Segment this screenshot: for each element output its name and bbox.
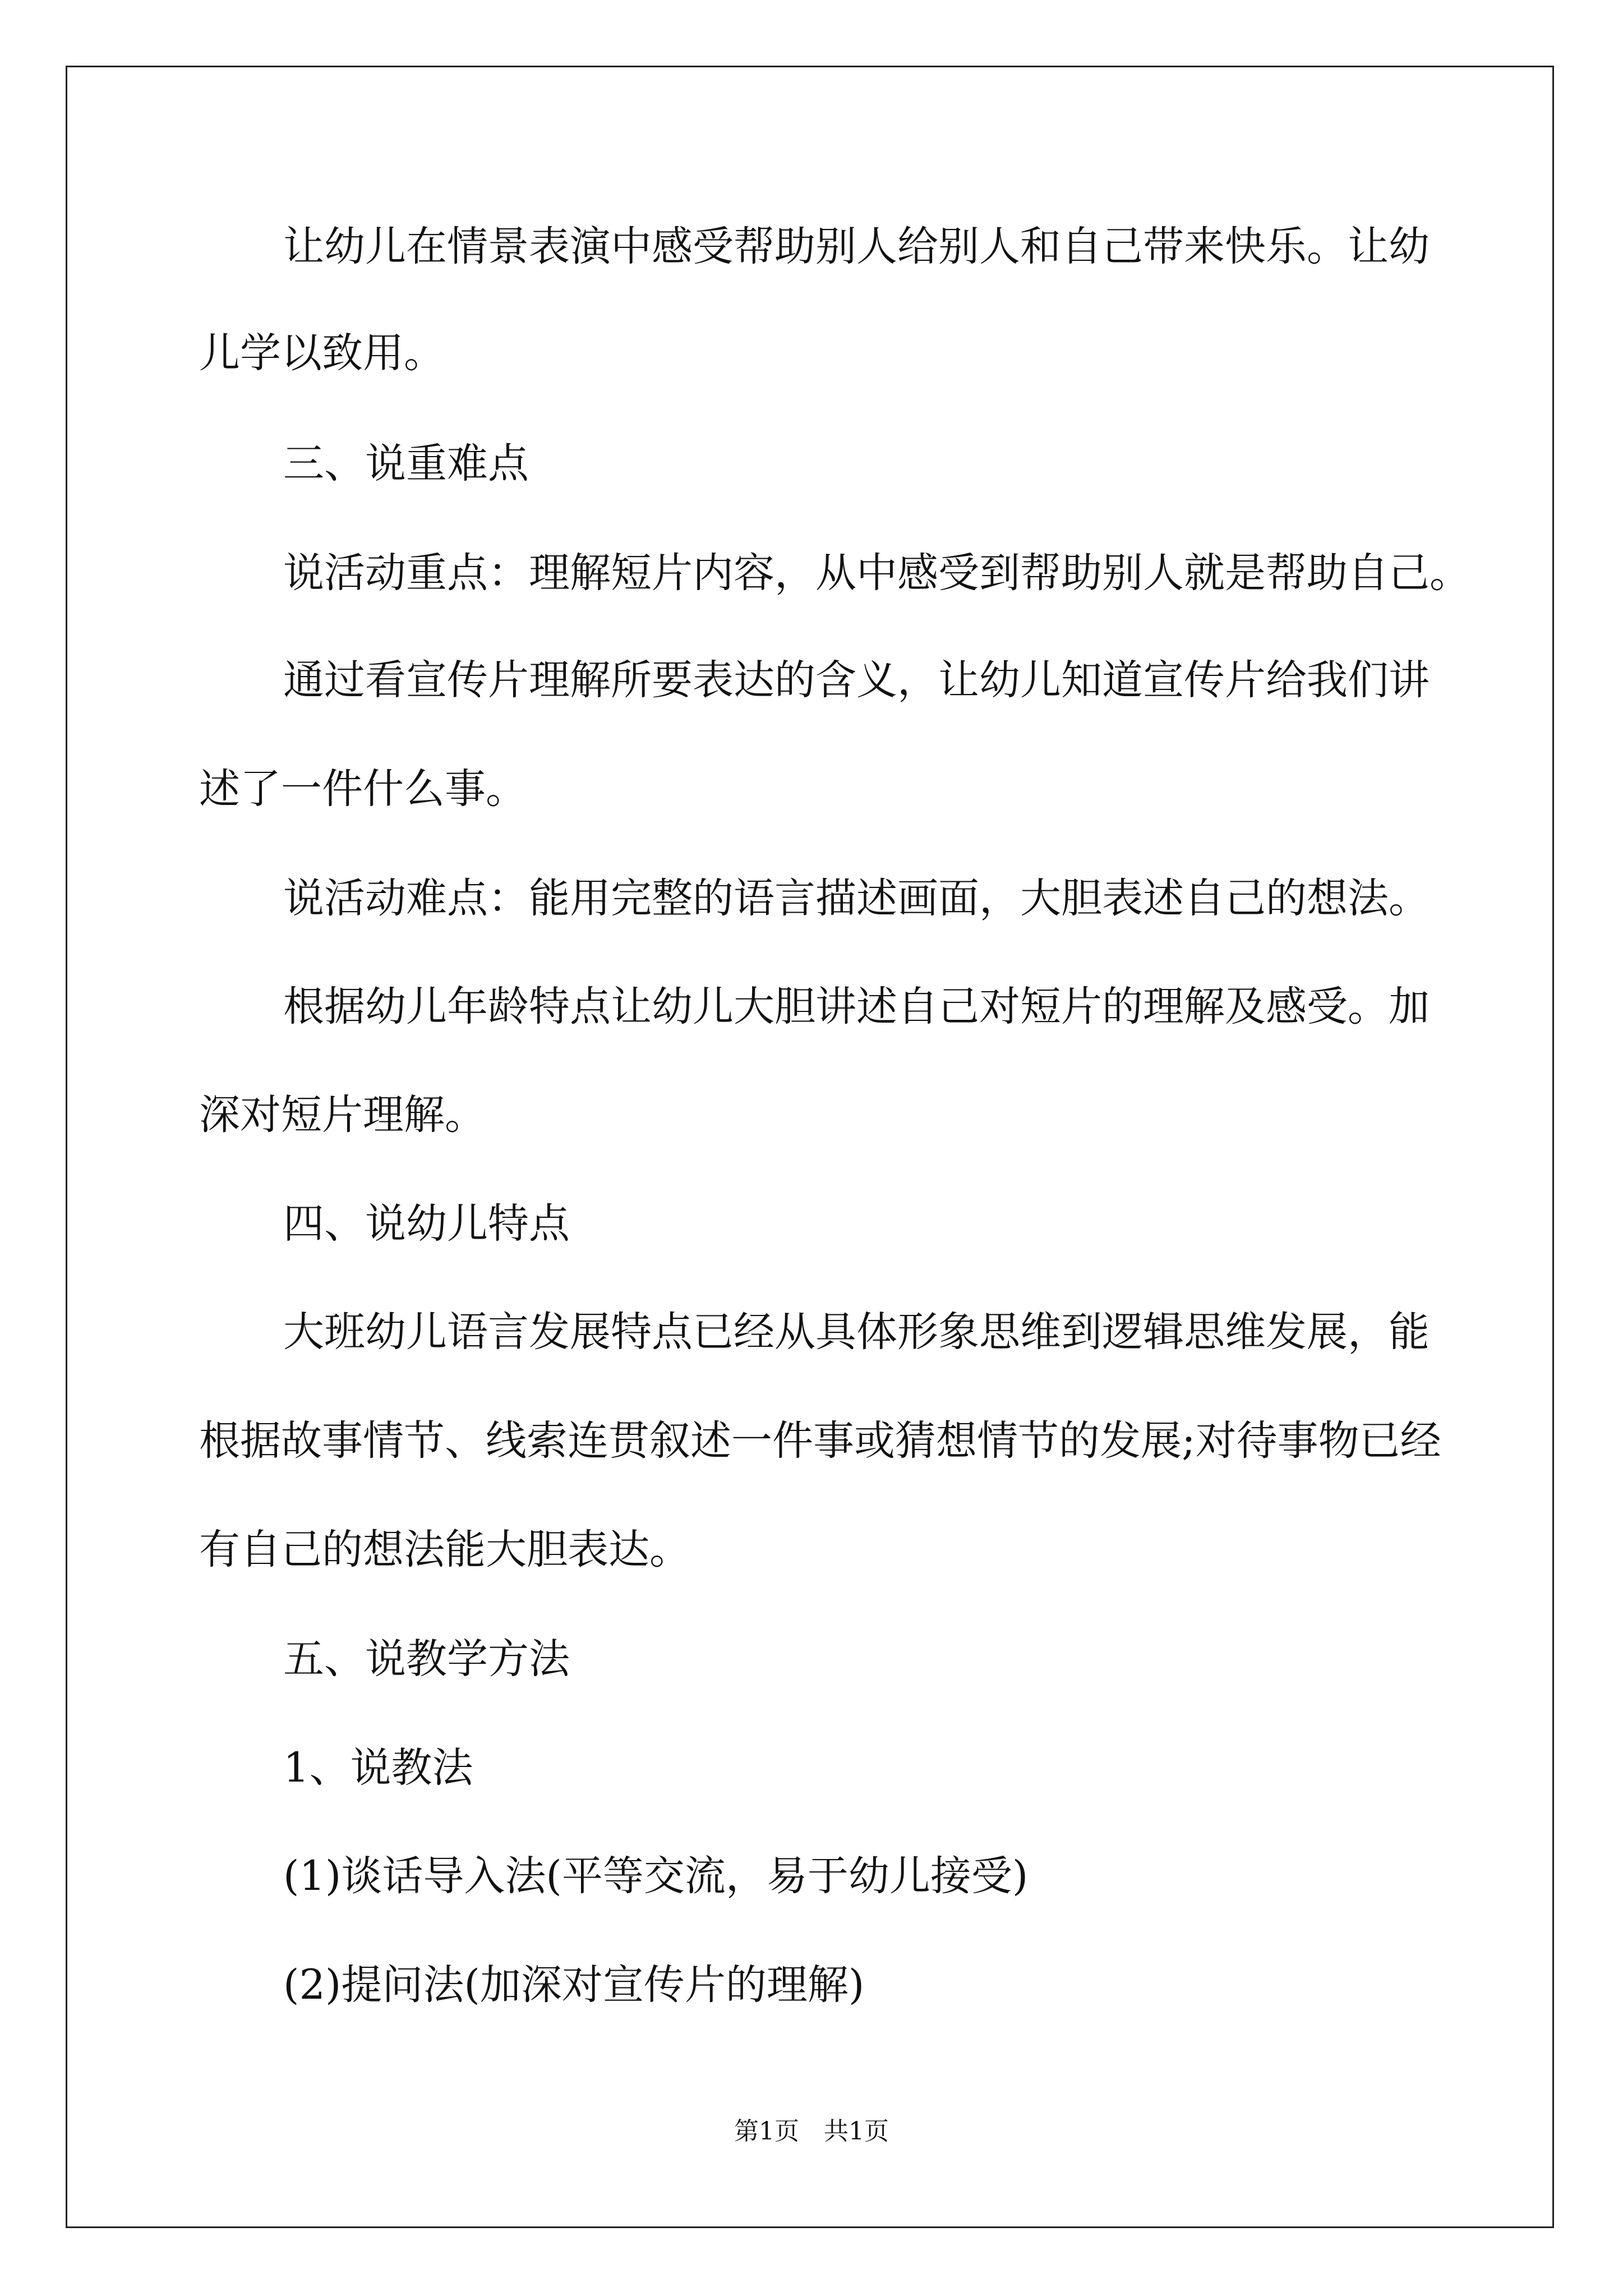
text-line: 有自己的想法能大胆表达。 — [199, 1526, 690, 1573]
text-line: 根据故事情节、线索连贯叙述一件事或猜想情节的发展;对待事物已经 — [199, 1417, 1441, 1465]
text-line: 儿学以致用。 — [199, 329, 445, 377]
list-item: (1)谈话导入法(平等交流，易于幼儿接受) — [283, 1852, 1029, 1900]
text-line: 让幼儿在情景表演中感受帮助别人给别人和自己带来快乐。让幼 — [283, 223, 1430, 270]
list-item: (2)提问法(加深对宣传片的理解) — [283, 1961, 865, 2009]
text-line: 说活动重点：理解短片内容，从中感受到帮助别人就是帮助自己。 — [283, 549, 1470, 597]
section-heading: 五、说教学方法 — [283, 1635, 570, 1683]
text-line: 深对短片理解。 — [199, 1091, 486, 1139]
text-line: 通过看宣传片理解所要表达的含义，让幼儿知道宣传片给我们讲 — [283, 656, 1430, 704]
text-line: 说活动难点：能用完整的语言描述画面，大胆表述自己的想法。 — [283, 875, 1430, 922]
text-line: 大班幼儿语言发展特点已经从具体形象思维到逻辑思维发展，能 — [283, 1308, 1430, 1356]
page-footer: 第1页 共1页 — [734, 2117, 889, 2146]
section-heading: 四、说幼儿特点 — [283, 1200, 570, 1248]
subsection-heading: 1、说教法 — [283, 1744, 473, 1792]
section-heading: 三、说重难点 — [283, 440, 529, 487]
text-line: 根据幼儿年龄特点让幼儿大胆讲述自己对短片的理解及感受。加 — [283, 983, 1430, 1030]
text-line: 述了一件什么事。 — [199, 765, 527, 813]
